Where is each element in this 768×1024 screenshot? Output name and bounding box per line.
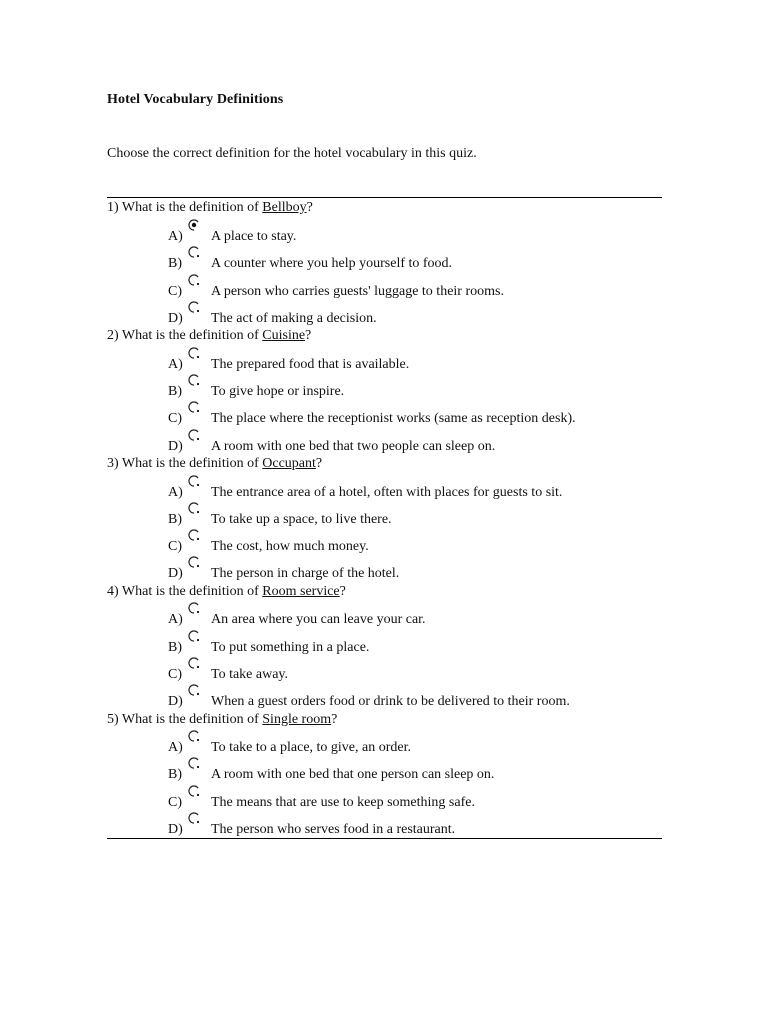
option-letter: C) xyxy=(168,411,182,426)
option-text: A counter where you help yourself to food. xyxy=(211,256,453,271)
question-term: Room service xyxy=(262,584,340,599)
option-letter: B) xyxy=(168,512,182,527)
option-text: To put something in a place. xyxy=(211,640,370,655)
radio-glyph xyxy=(188,812,202,826)
radio-glyph xyxy=(188,630,202,644)
question-mark: ? xyxy=(315,456,323,471)
radio-ring xyxy=(189,658,198,668)
quiz-instructions: Choose the correct definition for the hotel vocabulary in this quiz. xyxy=(107,146,477,161)
option-text: A room with one bed that two people can sleep on. xyxy=(211,439,496,454)
radio-tick xyxy=(197,794,199,796)
option-text: A person who carries guests' luggage to their rooms. xyxy=(211,284,504,299)
option-letter: D) xyxy=(168,822,183,837)
radio-ring xyxy=(189,503,198,513)
radio-button[interactable] xyxy=(188,602,202,616)
radio-tick xyxy=(197,739,199,741)
question-mark: ? xyxy=(339,584,346,599)
question-text: 5) What is the definition of xyxy=(107,712,263,727)
radio-glyph xyxy=(188,429,202,443)
option-text: An area where you can leave your car. xyxy=(211,612,426,627)
radio-tick xyxy=(197,565,199,567)
option-letter: C) xyxy=(168,667,182,682)
radio-tick xyxy=(197,766,199,768)
option-letter: A) xyxy=(168,740,183,755)
radio-selected-dot xyxy=(192,223,196,227)
option-letter: B) xyxy=(168,640,182,655)
option-letter: C) xyxy=(168,795,182,810)
quiz-section xyxy=(107,197,662,839)
radio-glyph xyxy=(188,757,202,771)
radio-ring xyxy=(189,530,198,540)
radio-button[interactable] xyxy=(188,657,202,671)
radio-tick xyxy=(197,666,199,668)
option-text: To give hope or inspire. xyxy=(211,384,345,399)
radio-glyph xyxy=(188,502,202,516)
radio-tick xyxy=(197,484,199,486)
option-text: To take up a space, to live there. xyxy=(211,512,392,527)
option-text: The place where the receptionist works (same as reception desk). xyxy=(211,411,576,426)
radio-ring xyxy=(189,685,198,695)
radio-ring xyxy=(189,813,198,823)
radio-glyph xyxy=(188,785,202,799)
radio-tick xyxy=(197,283,199,285)
option-text: The cost, how much money. xyxy=(211,539,369,554)
radio-button[interactable] xyxy=(188,502,202,516)
radio-glyph xyxy=(188,301,202,315)
option-text: The person in charge of the hotel. xyxy=(211,566,400,581)
radio-button[interactable] xyxy=(188,429,202,443)
option-text: The entrance area of a hotel, often with places for guests to sit. xyxy=(211,485,563,500)
option-text: A room with one bed that one person can sleep on. xyxy=(211,767,495,782)
radio-button[interactable] xyxy=(188,630,202,644)
radio-glyph xyxy=(188,602,202,616)
radio-ring xyxy=(189,476,198,486)
radio-ring xyxy=(189,786,198,796)
question-term: Cuisine xyxy=(262,328,306,343)
option-letter: A) xyxy=(168,485,183,500)
radio-button[interactable] xyxy=(188,301,202,315)
radio-ring xyxy=(189,348,198,358)
radio-ring xyxy=(189,430,198,440)
radio-tick xyxy=(197,255,199,257)
radio-ring xyxy=(189,247,198,257)
option-text: The prepared food that is available. xyxy=(211,357,410,372)
radio-button[interactable] xyxy=(188,347,202,361)
radio-button[interactable] xyxy=(188,274,202,288)
option-text: The act of making a decision. xyxy=(211,311,377,326)
radio-tick xyxy=(197,356,199,358)
radio-button[interactable] xyxy=(188,401,202,415)
radio-glyph xyxy=(188,657,202,671)
question-text: 1) What is the definition of xyxy=(107,200,263,215)
radio-tick xyxy=(197,538,199,540)
question-text: 4) What is the definition of xyxy=(107,584,263,599)
radio-button[interactable] xyxy=(188,374,202,388)
page-title: Hotel Vocabulary Definitions xyxy=(107,92,284,107)
radio-button[interactable] xyxy=(188,475,202,489)
radio-button[interactable] xyxy=(188,684,202,698)
question-5 xyxy=(107,712,337,728)
radio-glyph xyxy=(188,246,202,260)
radio-tick xyxy=(197,438,199,440)
question-3 xyxy=(107,456,322,472)
radio-glyph xyxy=(188,274,202,288)
question-term: Bellboy xyxy=(262,200,307,215)
radio-tick xyxy=(197,383,199,385)
radio-ring xyxy=(189,402,198,412)
radio-tick xyxy=(197,693,199,695)
option-text: The means that are use to keep something safe. xyxy=(211,795,475,810)
question-4 xyxy=(107,584,346,600)
option-letter: C) xyxy=(168,284,182,299)
question-term: Single room xyxy=(262,712,332,727)
option-letter: D) xyxy=(168,311,183,326)
radio-ring xyxy=(189,603,198,613)
radio-button[interactable] xyxy=(188,785,202,799)
question-text: 2) What is the definition of xyxy=(107,328,263,343)
option-letter: C) xyxy=(168,539,182,554)
question-mark: ? xyxy=(305,328,312,343)
radio-glyph xyxy=(188,219,202,233)
radio-button[interactable] xyxy=(188,556,202,570)
question-term: Occupant xyxy=(262,456,316,471)
radio-glyph xyxy=(188,730,202,744)
radio-button[interactable] xyxy=(188,757,202,771)
radio-tick xyxy=(197,410,199,412)
radio-tick xyxy=(197,639,199,641)
option-letter: D) xyxy=(168,439,183,454)
radio-glyph xyxy=(188,374,202,388)
radio-ring xyxy=(189,758,198,768)
question-2 xyxy=(107,328,311,344)
option-letter: D) xyxy=(168,694,183,709)
option-letter: A) xyxy=(168,229,183,244)
radio-button[interactable] xyxy=(188,219,202,233)
radio-tick xyxy=(197,511,199,513)
radio-ring xyxy=(189,275,198,285)
option-letter: A) xyxy=(168,612,183,627)
option-text: To take away. xyxy=(211,667,289,682)
option-text: When a guest orders food or drink to be delivered to their room. xyxy=(211,694,570,709)
radio-glyph xyxy=(188,556,202,570)
radio-button[interactable] xyxy=(188,812,202,826)
radio-ring xyxy=(189,375,198,385)
radio-ring xyxy=(189,731,198,741)
radio-glyph xyxy=(188,347,202,361)
option-text: The person who serves food in a restaurant. xyxy=(211,822,456,837)
option-letter: B) xyxy=(168,767,182,782)
radio-glyph xyxy=(188,529,202,543)
radio-glyph xyxy=(188,401,202,415)
question-1 xyxy=(107,200,313,216)
option-text: To take to a place, to give, an order. xyxy=(211,740,411,755)
radio-tick xyxy=(197,821,199,823)
radio-tick xyxy=(197,611,199,613)
radio-button[interactable] xyxy=(188,246,202,260)
option-text: A place to stay. xyxy=(211,229,297,244)
radio-button[interactable] xyxy=(188,730,202,744)
option-letter: D) xyxy=(168,566,183,581)
radio-button[interactable] xyxy=(188,529,202,543)
radio-ring xyxy=(189,557,198,567)
radio-glyph xyxy=(188,684,202,698)
question-mark: ? xyxy=(306,200,313,215)
radio-glyph xyxy=(188,475,202,489)
question-mark: ? xyxy=(331,712,338,727)
option-letter: B) xyxy=(168,256,182,271)
question-text: 3) What is the definition of xyxy=(107,456,263,471)
radio-ring xyxy=(189,302,198,312)
option-letter: A) xyxy=(168,357,183,372)
radio-ring xyxy=(189,631,198,641)
radio-tick xyxy=(197,310,199,312)
option-letter: B) xyxy=(168,384,182,399)
